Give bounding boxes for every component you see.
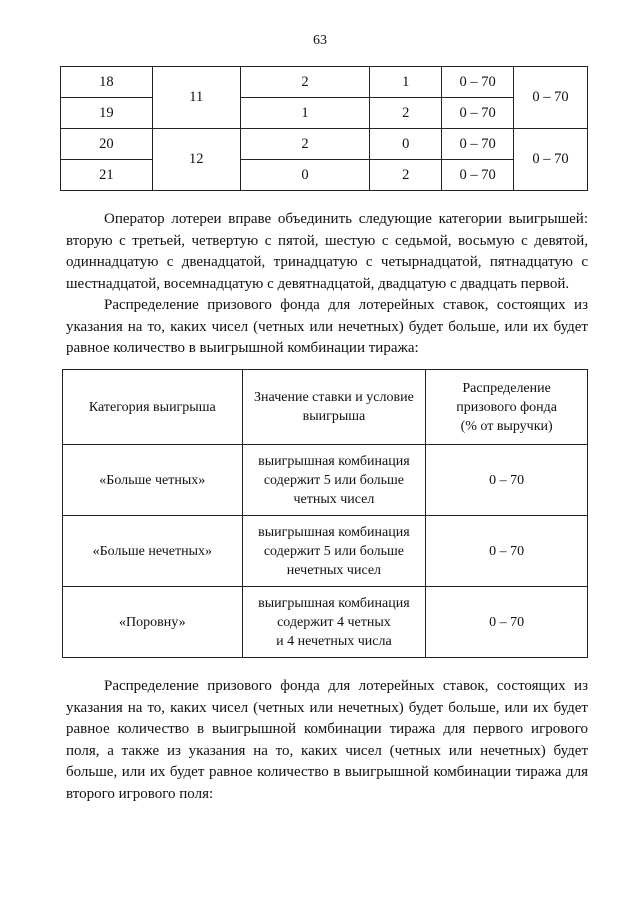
paragraph-distribution-intro: Распределение призового фонда для лотерейных ставок, состоящих из указания на то, каких чисел (четных или нечетных) будет больше, или их будет равное количество в выигрышной комбинации тиража: xyxy=(66,297,588,356)
body-text-1 xyxy=(66,209,588,360)
paragraph-merge-categories: Оператор лотереи вправе объединить следующие категории выигрышей: вторую с третьей, четвертую с пятой, шестую с седьмой, восьмую с девятой, одиннадцатую с двенадцатой, тринадцатую с четырнадцатой, пятнадцатую с шестнадцатой, восемнадцатую с девятнадцатой, двадцатую с двадцать первой. xyxy=(66,211,588,292)
prize-category-table xyxy=(60,66,588,191)
body-text-2 xyxy=(66,676,588,805)
even-odd-distribution-table xyxy=(62,369,588,658)
total-range-cell: 0 – 70 xyxy=(514,129,588,191)
range-cell: 0 – 70 xyxy=(442,160,514,191)
value-a-cell: 0 xyxy=(240,160,370,191)
table-row xyxy=(63,445,588,516)
condition-cell: выигрышная комбинация содержит 4 четных и 4 нечетных числа xyxy=(242,587,426,658)
table-header-row xyxy=(63,370,588,445)
distribution-cell: 0 – 70 xyxy=(426,587,588,658)
condition-cell: выигрышная комбинация содержит 5 или больше нечетных чисел xyxy=(242,516,426,587)
category-number-cell: 18 xyxy=(61,67,153,98)
group-cell: 11 xyxy=(152,67,240,129)
page-number: 63 xyxy=(313,33,327,48)
range-cell: 0 – 70 xyxy=(442,98,514,129)
category-number-cell: 20 xyxy=(61,129,153,160)
table-row xyxy=(61,129,588,160)
total-range-cell: 0 – 70 xyxy=(514,67,588,129)
category-cell: «Больше четных» xyxy=(63,445,243,516)
value-a-cell: 2 xyxy=(240,129,370,160)
condition-cell: выигрышная комбинация содержит 5 или больше четных чисел xyxy=(242,445,426,516)
table-row xyxy=(63,516,588,587)
value-a-cell: 2 xyxy=(240,67,370,98)
header-condition: Значение ставки и условие выигрыша xyxy=(242,370,426,445)
header-distribution: Распределение призового фонда (% от выручки) xyxy=(426,370,588,445)
value-b-cell: 2 xyxy=(370,160,442,191)
header-category: Категория выигрыша xyxy=(63,370,243,445)
table-row xyxy=(61,160,588,191)
table-row xyxy=(63,587,588,658)
group-cell: 12 xyxy=(152,129,240,191)
value-b-cell: 0 xyxy=(370,129,442,160)
distribution-cell: 0 – 70 xyxy=(426,445,588,516)
value-b-cell: 2 xyxy=(370,98,442,129)
category-number-cell: 19 xyxy=(61,98,153,129)
range-cell: 0 – 70 xyxy=(442,67,514,98)
table-row xyxy=(61,98,588,129)
category-cell: «Больше нечетных» xyxy=(63,516,243,587)
category-cell: «Поровну» xyxy=(63,587,243,658)
paragraph-two-fields-distribution: Распределение призового фонда для лотерейных ставок, состоящих из указания на то, каких чисел (четных или нечетных) будет больше, или их будет равное количество в выигрышной комбинации тиража для первого игрового поля, а также из указания на то, каких чисел (четных или нечетных) будет больше, или их будет равное количество в выигрышной комбинации тиража для второго игрового поля: xyxy=(66,678,588,802)
table-row xyxy=(61,67,588,98)
category-number-cell: 21 xyxy=(61,160,153,191)
value-b-cell: 1 xyxy=(370,67,442,98)
distribution-cell: 0 – 70 xyxy=(426,516,588,587)
range-cell: 0 – 70 xyxy=(442,129,514,160)
value-a-cell: 1 xyxy=(240,98,370,129)
